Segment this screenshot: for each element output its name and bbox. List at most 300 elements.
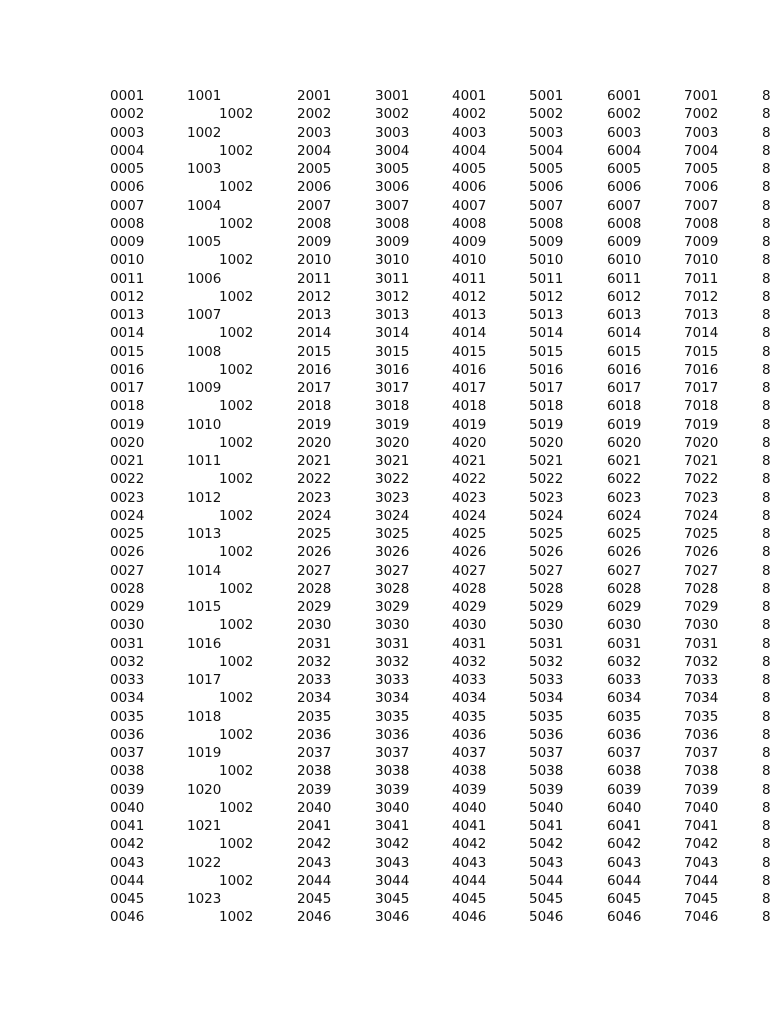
table-cell-col-1: 1002 [219, 325, 254, 342]
table-cell-col-6: 6027 [607, 562, 642, 579]
table-cell-col-7: 7037 [684, 745, 719, 761]
table-cell-col-8: 8 [762, 453, 771, 469]
table-cell-col-1: 1004 [187, 197, 222, 214]
table-row [0, 416, 771, 434]
table-cell-col-0: 0004 [110, 142, 145, 159]
table-cell-col-3: 3046 [375, 909, 410, 926]
table-cell-col-5: 5022 [529, 471, 564, 488]
table-row [0, 160, 771, 178]
table-row [0, 233, 771, 251]
table-row [0, 142, 771, 160]
table-cell-col-2: 2002 [297, 106, 332, 123]
table-cell-col-3: 3004 [375, 142, 410, 159]
table-cell-col-6: 6031 [607, 635, 642, 652]
table-cell-col-4: 4044 [452, 872, 487, 889]
table-cell-col-6: 6018 [607, 398, 642, 415]
table-row [0, 324, 771, 342]
table-cell-col-0: 0036 [110, 726, 145, 743]
table-cell-col-4: 4040 [452, 799, 487, 816]
table-cell-col-0: 0008 [110, 215, 145, 232]
table-cell-col-3: 3029 [375, 599, 410, 615]
table-cell-col-7: 7007 [684, 197, 719, 214]
table-cell-col-8: 8 [762, 197, 771, 214]
table-cell-col-7: 7002 [684, 106, 719, 123]
table-row [0, 799, 771, 817]
table-cell-col-6: 6043 [607, 854, 642, 871]
table-cell-col-4: 4033 [452, 672, 487, 688]
table-cell-col-3: 3015 [375, 343, 410, 360]
table-cell-col-7: 7021 [684, 453, 719, 469]
table-cell-col-0: 0014 [110, 325, 145, 342]
table-row [0, 598, 771, 616]
table-cell-col-5: 5039 [529, 781, 564, 798]
table-cell-col-2: 2028 [297, 580, 332, 597]
table-cell-col-7: 7033 [684, 672, 719, 688]
table-row [0, 817, 771, 835]
table-cell-col-4: 4014 [452, 325, 487, 342]
table-cell-col-3: 3031 [375, 635, 410, 652]
table-cell-col-0: 0035 [110, 708, 145, 725]
table-cell-col-5: 5015 [529, 343, 564, 360]
table-cell-col-8: 8 [762, 124, 771, 141]
table-cell-col-7: 7006 [684, 179, 719, 196]
table-cell-col-7: 7030 [684, 617, 719, 634]
table-cell-col-6: 6035 [607, 708, 642, 725]
table-cell-col-6: 6002 [607, 106, 642, 123]
table-cell-col-3: 3032 [375, 653, 410, 670]
table-cell-col-1: 1002 [219, 252, 254, 269]
table-cell-col-5: 5025 [529, 526, 564, 542]
table-row [0, 635, 771, 653]
table-cell-col-7: 7014 [684, 325, 719, 342]
table-row [0, 452, 771, 470]
number-table [0, 87, 771, 937]
table-cell-col-1: 1002 [219, 617, 254, 634]
table-cell-col-6: 6028 [607, 580, 642, 597]
table-cell-col-1: 1003 [187, 161, 222, 177]
table-cell-col-0: 0042 [110, 836, 145, 853]
table-cell-col-3: 3003 [375, 124, 410, 141]
table-cell-col-5: 5031 [529, 635, 564, 652]
table-cell-col-0: 0030 [110, 617, 145, 634]
table-row [0, 689, 771, 707]
table-cell-col-6: 6029 [607, 599, 642, 615]
table-cell-col-2: 2042 [297, 836, 332, 853]
table-cell-col-8: 8 [762, 891, 771, 907]
table-cell-col-7: 7018 [684, 398, 719, 415]
table-cell-col-4: 4005 [452, 161, 487, 177]
table-cell-col-0: 0038 [110, 763, 145, 780]
table-cell-col-7: 7019 [684, 416, 719, 433]
table-row [0, 835, 771, 853]
table-cell-col-5: 5026 [529, 544, 564, 561]
table-cell-col-4: 4032 [452, 653, 487, 670]
table-cell-col-6: 6011 [607, 270, 642, 287]
table-cell-col-6: 6016 [607, 361, 642, 378]
table-cell-col-0: 0010 [110, 252, 145, 269]
table-cell-col-3: 3019 [375, 416, 410, 433]
table-cell-col-8: 8 [762, 745, 771, 761]
table-cell-col-4: 4003 [452, 124, 487, 141]
table-cell-col-7: 7003 [684, 124, 719, 141]
table-cell-col-7: 7012 [684, 288, 719, 305]
table-cell-col-2: 2044 [297, 872, 332, 889]
table-cell-col-3: 3002 [375, 106, 410, 123]
table-cell-col-1: 1002 [219, 580, 254, 597]
table-cell-col-1: 1001 [187, 88, 222, 104]
table-cell-col-1: 1014 [187, 562, 222, 579]
table-cell-col-7: 7034 [684, 690, 719, 707]
table-cell-col-7: 7009 [684, 234, 719, 250]
table-row [0, 397, 771, 415]
table-cell-col-1: 1019 [187, 745, 222, 761]
table-row [0, 251, 771, 269]
table-cell-col-5: 5017 [529, 380, 564, 396]
table-cell-col-7: 7013 [684, 307, 719, 323]
table-cell-col-6: 6013 [607, 307, 642, 323]
table-cell-col-8: 8 [762, 708, 771, 725]
table-cell-col-3: 3016 [375, 361, 410, 378]
table-cell-col-4: 4008 [452, 215, 487, 232]
table-cell-col-5: 5030 [529, 617, 564, 634]
table-cell-col-6: 6022 [607, 471, 642, 488]
table-cell-col-8: 8 [762, 544, 771, 561]
table-cell-col-3: 3033 [375, 672, 410, 688]
table-cell-col-6: 6026 [607, 544, 642, 561]
table-cell-col-7: 7011 [684, 270, 719, 287]
table-cell-col-8: 8 [762, 88, 771, 104]
table-cell-col-1: 1017 [187, 672, 222, 688]
table-cell-col-4: 4010 [452, 252, 487, 269]
table-cell-col-1: 1002 [219, 653, 254, 670]
table-cell-col-1: 1006 [187, 270, 222, 287]
table-cell-col-6: 6030 [607, 617, 642, 634]
table-cell-col-1: 1002 [219, 909, 254, 926]
table-cell-col-4: 4029 [452, 599, 487, 615]
table-cell-col-8: 8 [762, 142, 771, 159]
table-cell-col-0: 0019 [110, 416, 145, 433]
table-cell-col-5: 5044 [529, 872, 564, 889]
table-row [0, 361, 771, 379]
table-row [0, 178, 771, 196]
table-cell-col-8: 8 [762, 215, 771, 232]
table-cell-col-3: 3044 [375, 872, 410, 889]
table-cell-col-1: 1011 [187, 453, 222, 469]
table-cell-col-4: 4017 [452, 380, 487, 396]
table-cell-col-1: 1002 [219, 726, 254, 743]
table-cell-col-1: 1002 [219, 471, 254, 488]
table-cell-col-7: 7005 [684, 161, 719, 177]
table-cell-col-5: 5008 [529, 215, 564, 232]
table-cell-col-5: 5021 [529, 453, 564, 469]
table-cell-col-4: 4037 [452, 745, 487, 761]
table-cell-col-0: 0022 [110, 471, 145, 488]
table-cell-col-1: 1002 [219, 215, 254, 232]
table-cell-col-3: 3014 [375, 325, 410, 342]
table-cell-col-2: 2005 [297, 161, 332, 177]
table-cell-col-1: 1002 [219, 544, 254, 561]
table-cell-col-2: 2006 [297, 179, 332, 196]
table-cell-col-6: 6039 [607, 781, 642, 798]
table-cell-col-6: 6042 [607, 836, 642, 853]
table-cell-col-2: 2019 [297, 416, 332, 433]
table-cell-col-7: 7001 [684, 88, 719, 104]
table-cell-col-4: 4039 [452, 781, 487, 798]
table-cell-col-1: 1013 [187, 526, 222, 542]
table-cell-col-8: 8 [762, 726, 771, 743]
table-cell-col-5: 5014 [529, 325, 564, 342]
table-cell-col-2: 2017 [297, 380, 332, 396]
table-cell-col-6: 6014 [607, 325, 642, 342]
table-cell-col-0: 0005 [110, 161, 145, 177]
table-cell-col-7: 7039 [684, 781, 719, 798]
table-cell-col-0: 0001 [110, 88, 145, 104]
table-cell-col-3: 3020 [375, 434, 410, 451]
table-row [0, 908, 771, 926]
table-cell-col-6: 6019 [607, 416, 642, 433]
table-cell-col-3: 3007 [375, 197, 410, 214]
table-cell-col-4: 4013 [452, 307, 487, 323]
table-cell-col-4: 4007 [452, 197, 487, 214]
table-cell-col-8: 8 [762, 763, 771, 780]
table-cell-col-6: 6009 [607, 234, 642, 250]
table-cell-col-7: 7020 [684, 434, 719, 451]
table-cell-col-2: 2001 [297, 88, 332, 104]
table-cell-col-4: 4006 [452, 179, 487, 196]
table-cell-col-4: 4021 [452, 453, 487, 469]
table-row [0, 653, 771, 671]
table-cell-col-5: 5012 [529, 288, 564, 305]
table-cell-col-1: 1002 [219, 106, 254, 123]
table-cell-col-0: 0002 [110, 106, 145, 123]
table-cell-col-3: 3013 [375, 307, 410, 323]
table-cell-col-3: 3027 [375, 562, 410, 579]
table-cell-col-2: 2012 [297, 288, 332, 305]
table-cell-col-5: 5020 [529, 434, 564, 451]
table-cell-col-2: 2024 [297, 507, 332, 524]
table-cell-col-3: 3005 [375, 161, 410, 177]
table-cell-col-2: 2030 [297, 617, 332, 634]
table-cell-col-8: 8 [762, 416, 771, 433]
table-cell-col-6: 6037 [607, 745, 642, 761]
table-row [0, 781, 771, 799]
table-row [0, 726, 771, 744]
table-cell-col-4: 4022 [452, 471, 487, 488]
table-cell-col-2: 2037 [297, 745, 332, 761]
table-row [0, 872, 771, 890]
table-cell-col-0: 0024 [110, 507, 145, 524]
table-cell-col-4: 4045 [452, 891, 487, 907]
table-row [0, 854, 771, 872]
table-cell-col-2: 2046 [297, 909, 332, 926]
table-cell-col-0: 0044 [110, 872, 145, 889]
table-cell-col-3: 3011 [375, 270, 410, 287]
table-cell-col-0: 0040 [110, 799, 145, 816]
table-cell-col-0: 0041 [110, 818, 145, 834]
table-cell-col-1: 1016 [187, 635, 222, 652]
table-cell-col-7: 7023 [684, 489, 719, 506]
table-cell-col-4: 4036 [452, 726, 487, 743]
table-cell-col-4: 4004 [452, 142, 487, 159]
table-cell-col-2: 2023 [297, 489, 332, 506]
table-row [0, 105, 771, 123]
table-cell-col-3: 3040 [375, 799, 410, 816]
table-cell-col-8: 8 [762, 234, 771, 250]
table-cell-col-1: 1010 [187, 416, 222, 433]
table-cell-col-7: 7022 [684, 471, 719, 488]
table-cell-col-3: 3021 [375, 453, 410, 469]
table-cell-col-5: 5035 [529, 708, 564, 725]
table-cell-col-4: 4030 [452, 617, 487, 634]
table-cell-col-2: 2018 [297, 398, 332, 415]
table-cell-col-3: 3024 [375, 507, 410, 524]
table-cell-col-8: 8 [762, 380, 771, 396]
table-cell-col-0: 0039 [110, 781, 145, 798]
table-cell-col-4: 4024 [452, 507, 487, 524]
table-cell-col-3: 3036 [375, 726, 410, 743]
table-cell-col-3: 3034 [375, 690, 410, 707]
table-cell-col-6: 6001 [607, 88, 642, 104]
table-cell-col-8: 8 [762, 434, 771, 451]
table-cell-col-5: 5038 [529, 763, 564, 780]
table-cell-col-7: 7031 [684, 635, 719, 652]
table-cell-col-0: 0026 [110, 544, 145, 561]
table-cell-col-5: 5011 [529, 270, 564, 287]
table-cell-col-5: 5002 [529, 106, 564, 123]
table-cell-col-8: 8 [762, 361, 771, 378]
table-cell-col-3: 3025 [375, 526, 410, 542]
table-cell-col-5: 5042 [529, 836, 564, 853]
table-cell-col-3: 3035 [375, 708, 410, 725]
table-cell-col-1: 1002 [219, 434, 254, 451]
table-cell-col-2: 2010 [297, 252, 332, 269]
table-cell-col-1: 1002 [219, 142, 254, 159]
table-cell-col-4: 4027 [452, 562, 487, 579]
table-cell-col-2: 2040 [297, 799, 332, 816]
table-cell-col-2: 2025 [297, 526, 332, 542]
table-cell-col-2: 2033 [297, 672, 332, 688]
table-cell-col-1: 1002 [219, 690, 254, 707]
table-cell-col-4: 4018 [452, 398, 487, 415]
table-cell-col-8: 8 [762, 325, 771, 342]
table-cell-col-4: 4009 [452, 234, 487, 250]
table-cell-col-6: 6023 [607, 489, 642, 506]
table-cell-col-6: 6005 [607, 161, 642, 177]
table-cell-col-0: 0029 [110, 599, 145, 615]
table-cell-col-5: 5016 [529, 361, 564, 378]
table-cell-col-7: 7026 [684, 544, 719, 561]
table-cell-col-8: 8 [762, 818, 771, 834]
table-cell-col-4: 4002 [452, 106, 487, 123]
table-cell-col-1: 1015 [187, 599, 222, 615]
table-cell-col-8: 8 [762, 672, 771, 688]
table-cell-col-2: 2031 [297, 635, 332, 652]
table-cell-col-3: 3039 [375, 781, 410, 798]
table-cell-col-8: 8 [762, 398, 771, 415]
table-cell-col-6: 6021 [607, 453, 642, 469]
table-cell-col-8: 8 [762, 635, 771, 652]
table-cell-col-3: 3008 [375, 215, 410, 232]
table-cell-col-5: 5005 [529, 161, 564, 177]
table-cell-col-0: 0011 [110, 270, 145, 287]
table-cell-col-6: 6046 [607, 909, 642, 926]
table-cell-col-0: 0025 [110, 526, 145, 542]
table-row [0, 489, 771, 507]
table-cell-col-8: 8 [762, 909, 771, 926]
table-cell-col-7: 7010 [684, 252, 719, 269]
table-cell-col-6: 6034 [607, 690, 642, 707]
table-cell-col-2: 2032 [297, 653, 332, 670]
table-cell-col-6: 6004 [607, 142, 642, 159]
table-cell-col-7: 7008 [684, 215, 719, 232]
table-cell-col-2: 2035 [297, 708, 332, 725]
table-row [0, 616, 771, 634]
table-cell-col-1: 1021 [187, 818, 222, 834]
table-cell-col-5: 5010 [529, 252, 564, 269]
table-row [0, 270, 771, 288]
table-cell-col-8: 8 [762, 854, 771, 871]
table-cell-col-4: 4026 [452, 544, 487, 561]
table-cell-col-8: 8 [762, 343, 771, 360]
table-cell-col-3: 3001 [375, 88, 410, 104]
table-cell-col-8: 8 [762, 599, 771, 615]
table-cell-col-5: 5013 [529, 307, 564, 323]
table-cell-col-6: 6017 [607, 380, 642, 396]
table-cell-col-5: 5028 [529, 580, 564, 597]
table-cell-col-5: 5032 [529, 653, 564, 670]
table-cell-col-7: 7041 [684, 818, 719, 834]
table-cell-col-4: 4043 [452, 854, 487, 871]
table-cell-col-8: 8 [762, 799, 771, 816]
table-cell-col-2: 2021 [297, 453, 332, 469]
table-cell-col-5: 5034 [529, 690, 564, 707]
table-cell-col-4: 4012 [452, 288, 487, 305]
table-cell-col-1: 1012 [187, 489, 222, 506]
table-cell-col-6: 6036 [607, 726, 642, 743]
table-cell-col-0: 0023 [110, 489, 145, 506]
table-cell-col-3: 3042 [375, 836, 410, 853]
table-cell-col-8: 8 [762, 781, 771, 798]
table-row [0, 124, 771, 142]
table-row [0, 890, 771, 908]
table-cell-col-0: 0018 [110, 398, 145, 415]
table-cell-col-0: 0032 [110, 653, 145, 670]
table-cell-col-3: 3017 [375, 380, 410, 396]
table-cell-col-0: 0003 [110, 124, 145, 141]
table-row [0, 87, 771, 105]
table-cell-col-6: 6025 [607, 526, 642, 542]
table-cell-col-4: 4025 [452, 526, 487, 542]
table-row [0, 744, 771, 762]
table-cell-col-0: 0017 [110, 380, 145, 396]
table-cell-col-0: 0031 [110, 635, 145, 652]
table-cell-col-6: 6008 [607, 215, 642, 232]
table-cell-col-1: 1002 [219, 799, 254, 816]
table-cell-col-8: 8 [762, 872, 771, 889]
table-cell-col-0: 0046 [110, 909, 145, 926]
table-cell-col-5: 5001 [529, 88, 564, 104]
table-cell-col-4: 4031 [452, 635, 487, 652]
table-cell-col-8: 8 [762, 836, 771, 853]
table-cell-col-5: 5043 [529, 854, 564, 871]
table-cell-col-3: 3043 [375, 854, 410, 871]
table-cell-col-8: 8 [762, 179, 771, 196]
table-cell-col-7: 7045 [684, 891, 719, 907]
table-cell-col-2: 2011 [297, 270, 332, 287]
table-cell-col-0: 0027 [110, 562, 145, 579]
table-cell-col-4: 4011 [452, 270, 487, 287]
table-cell-col-8: 8 [762, 489, 771, 506]
